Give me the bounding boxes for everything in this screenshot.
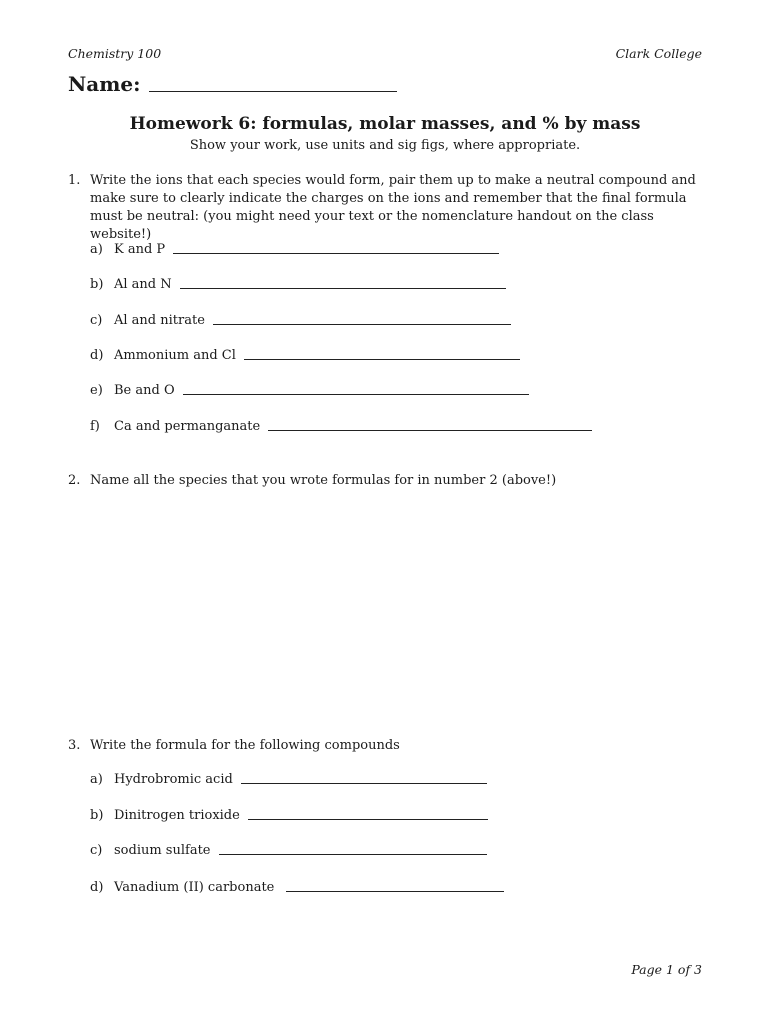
answer-line[interactable] [173,243,499,254]
page-number: Page 1 of 3 [631,962,702,977]
item-text: Al and N [114,277,172,292]
question-number: 2. [68,473,81,488]
q3-item-c [90,843,487,858]
item-label: e) [90,383,103,398]
item-label: c) [90,313,103,328]
q1-item-f [90,419,592,434]
q1-item-d [90,348,520,363]
answer-line[interactable] [183,384,529,395]
answer-line[interactable] [241,773,487,784]
item-text: Hydrobromic acid [114,772,233,787]
question-number: 1. [68,173,81,188]
q1-item-e [90,383,529,398]
item-text: Al and nitrate [114,313,205,328]
answer-line[interactable] [268,420,592,431]
answer-line[interactable] [244,349,520,360]
q3-item-a [90,772,487,787]
q1-item-b [90,277,506,292]
item-text: Ca and permanganate [114,419,261,434]
item-label: b) [90,808,104,823]
answer-line[interactable] [248,809,488,820]
answer-line[interactable] [213,314,511,325]
item-label: a) [90,772,103,787]
answer-line[interactable] [219,844,487,855]
item-label: b) [90,277,104,292]
question-2 [68,472,708,490]
item-label: a) [90,242,103,257]
item-text: sodium sulfate [114,843,211,858]
course-label: Chemistry 100 [68,46,162,61]
q3-item-b [90,808,488,823]
q1-item-a [90,242,499,257]
question-number: 3. [68,738,81,753]
question-text: Write the ions that each species would form, pair them up to make a neutral compound and make sure to clearly indicate the charges on the ions and remember that the final formula must be neutral: (you might need your text or the nomenclature handout on the class website!) [90,173,696,242]
name-label: Name: [68,72,141,96]
question-text: Write the formula for the following compounds [90,738,400,753]
question-3 [68,737,708,755]
item-text: Be and O [114,383,175,398]
item-text: K and P [114,242,166,257]
q3-item-d [90,880,504,895]
question-1 [68,172,708,244]
item-label: c) [90,843,103,858]
question-text: Name all the species that you wrote formulas for in number 2 (above!) [90,473,557,488]
item-label: d) [90,880,104,895]
item-text: Ammonium and Cl [114,348,236,363]
q1-item-c [90,313,511,328]
item-text: Dinitrogen trioxide [114,808,240,823]
item-text: Vanadium (II) carbonate [114,880,275,895]
name-blank-line[interactable] [149,75,397,92]
answer-line[interactable] [286,881,504,892]
answer-line[interactable] [180,278,506,289]
college-label: Clark College [615,46,702,61]
page-subtitle: Show your work, use units and sig figs, where appropriate. [189,138,581,153]
name-row [68,72,397,96]
page-title: Homework 6: formulas, molar masses, and % by mass [129,114,641,134]
item-label: d) [90,348,104,363]
item-label: f) [90,419,100,434]
